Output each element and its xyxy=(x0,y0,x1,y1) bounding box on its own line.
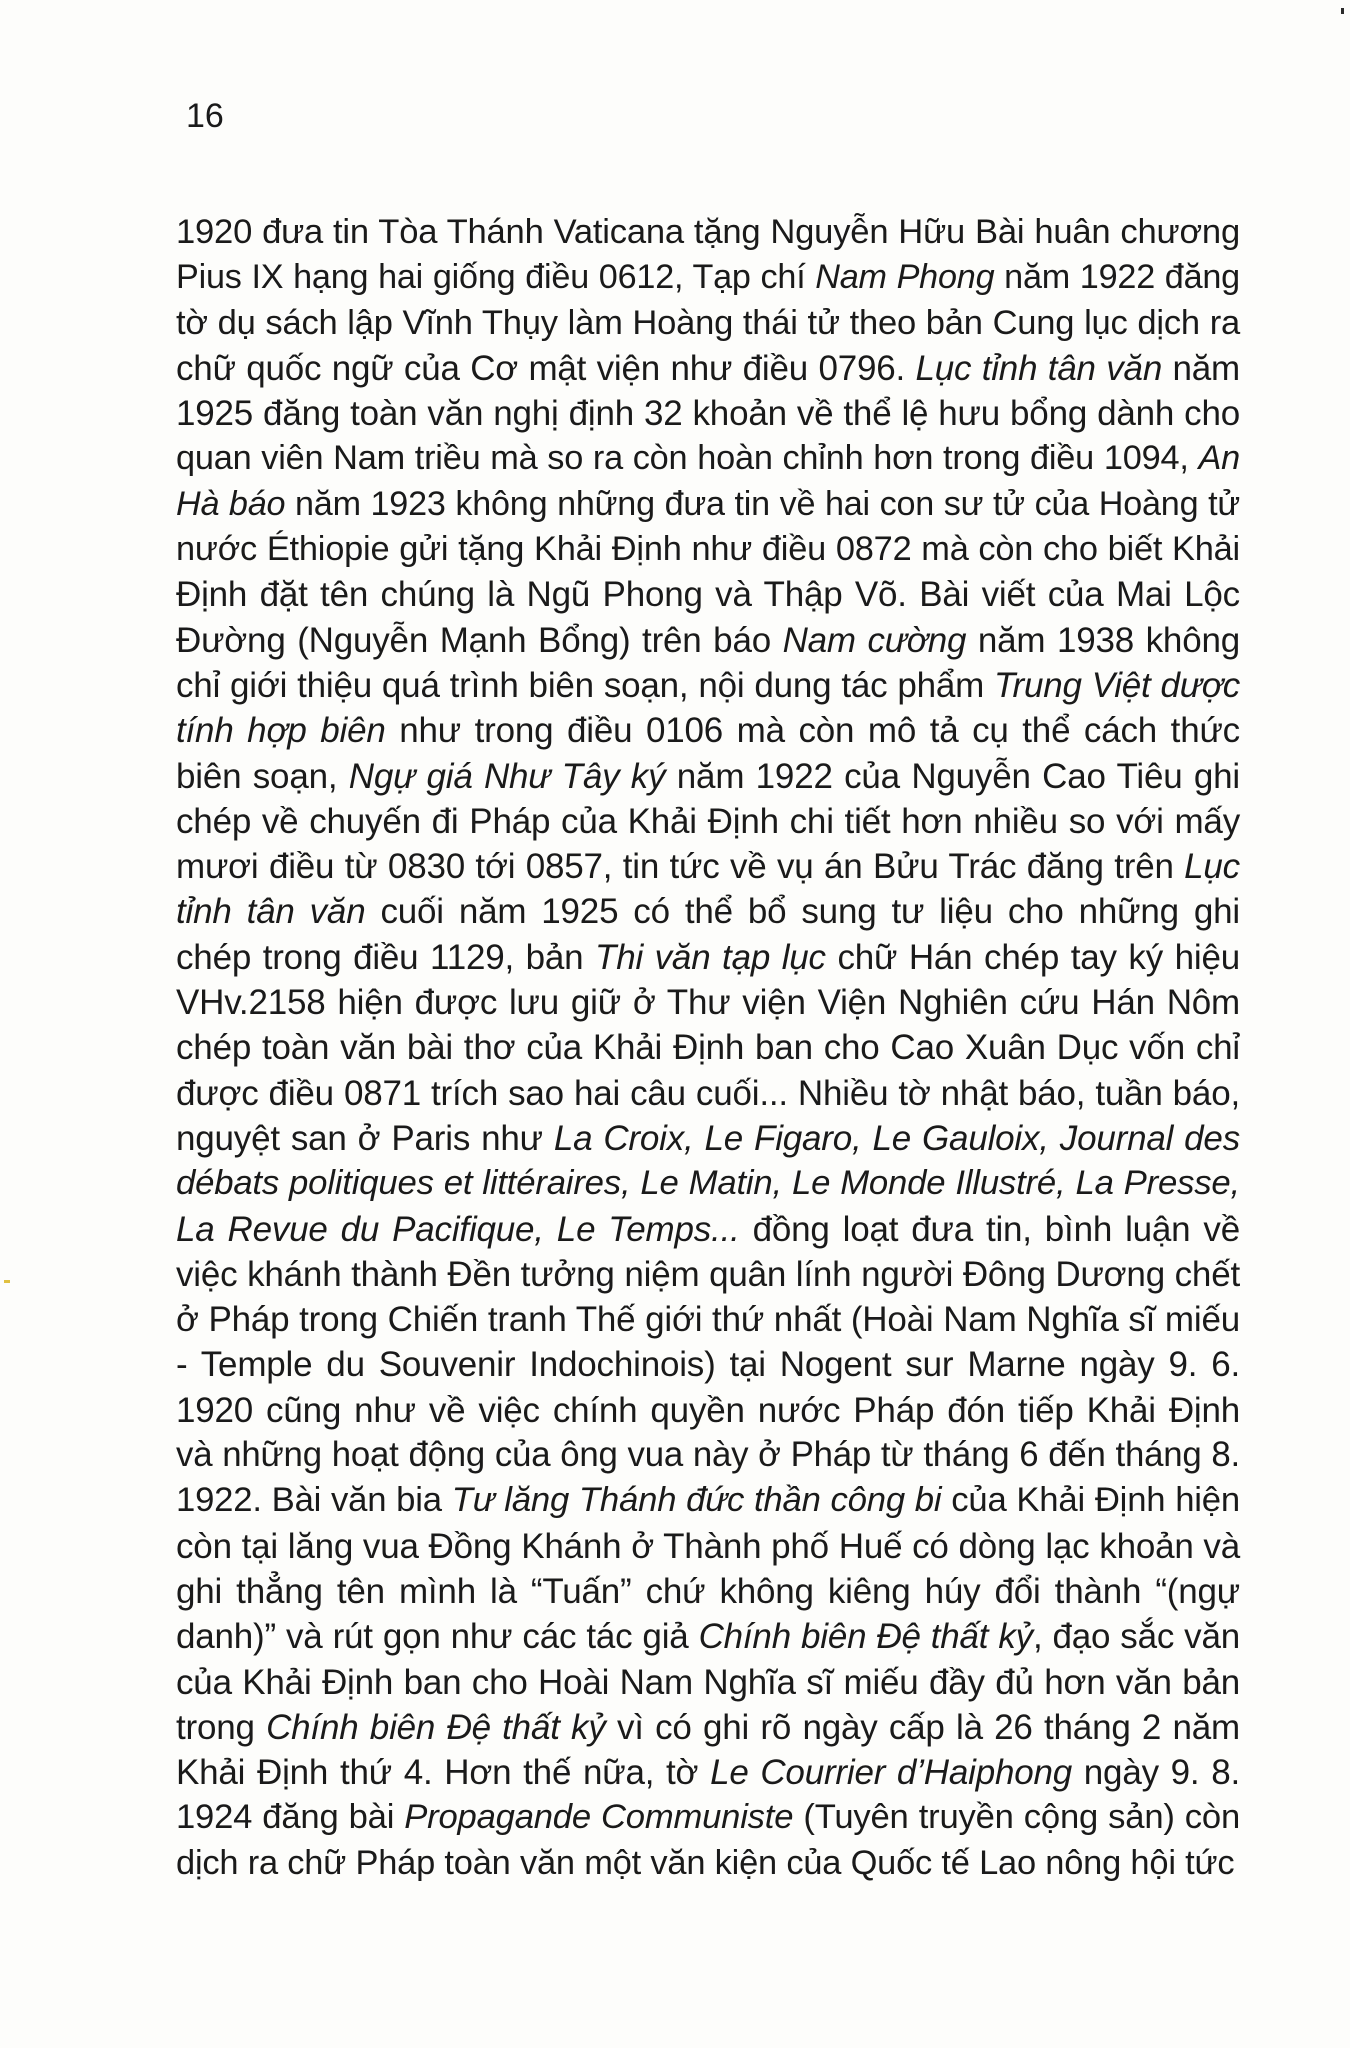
text-run: Khải Định thứ 4. Hơn thế nữa, tờ xyxy=(176,1753,711,1793)
text-run: biên soạn, xyxy=(176,756,349,796)
text-line xyxy=(176,1795,1240,1840)
text-line xyxy=(176,482,1240,527)
italic-title-text: Lục tỉnh tân văn xyxy=(915,348,1163,388)
text-run: như trong điều 0106 mà còn mô tả cụ thể cách thức xyxy=(385,711,1240,751)
text-line xyxy=(176,1342,1240,1387)
italic-title-text: La Croix, Le Figaro, Le Gauloix, Journal des xyxy=(553,1118,1240,1158)
text-line xyxy=(176,1614,1240,1659)
text-run: 1924 đăng bài xyxy=(176,1798,405,1837)
italic-title-text: Tư lăng Thánh đức thần công bi xyxy=(451,1481,942,1520)
text-line xyxy=(176,255,1240,300)
text-line xyxy=(176,1025,1240,1070)
text-run: còn tại lăng vua Đồng Khánh ở Thành phố Huế có dòng lạc khoản và xyxy=(176,1526,1240,1566)
text-run: năm 1938 không xyxy=(966,620,1240,660)
text-line xyxy=(176,210,1240,255)
italic-title-text: Trung Việt dược xyxy=(993,665,1240,705)
text-run: danh)” và rút gọn như các tác giả xyxy=(176,1617,699,1657)
text-line xyxy=(176,663,1240,708)
text-line xyxy=(176,618,1240,663)
text-line xyxy=(176,799,1240,844)
text-run: việc khánh thành Đền tưởng niệm quân lính người Đông Dương chết xyxy=(176,1254,1240,1294)
page-number: 16 xyxy=(186,97,224,135)
text-line xyxy=(176,1569,1240,1614)
text-run: Đường (Nguyễn Mạnh Bổng) trên báo xyxy=(176,620,783,660)
text-run: chép toàn văn bài thơ của Khải Định ban cho Cao Xuân Dục vốn chỉ xyxy=(176,1028,1240,1068)
text-run: - Temple du Souvenir Indochinois) tại Nogent sur Marne ngày 9. 6. xyxy=(176,1345,1240,1385)
text-line xyxy=(176,1252,1240,1297)
text-run: tờ dụ sách lập Vĩnh Thụy làm Hoàng thái tử theo bản Cung lục dịch ra xyxy=(176,303,1240,342)
text-line xyxy=(176,889,1240,934)
text-run: 1925 đăng toàn văn nghị định 32 khoản về thể lệ hưu bổng dành cho xyxy=(176,394,1240,434)
text-run: nước Éthiopie gửi tặng Khải Định như điều 0872 mà còn cho biết Khải xyxy=(176,530,1240,569)
text-run: năm 1923 không những đưa tin về hai con sư tử của Hoàng tử xyxy=(285,484,1241,523)
text-run: dịch ra chữ Pháp toàn văn một văn kiện của Quốc tế Lao nông hội tức xyxy=(176,1843,1235,1882)
text-run: VHv.2158 hiện được lưu giữ ở Thư viện Viện Nghiên cứu Hán Nôm xyxy=(176,983,1240,1023)
text-line xyxy=(176,1388,1240,1433)
italic-title-text: Lục xyxy=(1184,847,1240,887)
text-run: năm xyxy=(1162,348,1241,388)
text-run: ghi thẳng tên mình là “Tuấn” chứ không kiêng húy đổi thành “(ngự xyxy=(176,1571,1240,1611)
text-line xyxy=(176,1750,1240,1795)
text-run: chữ quốc ngữ của Cơ mật viện như điều 0796. xyxy=(176,348,916,388)
text-line xyxy=(176,1116,1240,1161)
text-line xyxy=(176,980,1240,1025)
text-line xyxy=(176,1705,1240,1750)
body-paragraph xyxy=(176,210,1240,1886)
text-line xyxy=(176,844,1240,889)
scan-mark xyxy=(1341,8,1344,14)
italic-title-text: tính hợp biên xyxy=(176,711,386,751)
text-line xyxy=(176,436,1240,481)
text-line xyxy=(176,935,1240,980)
text-run: năm 1922 đăng xyxy=(994,258,1240,297)
text-line xyxy=(176,708,1240,753)
text-line xyxy=(176,1660,1240,1705)
text-line xyxy=(176,1071,1240,1116)
text-line xyxy=(176,754,1240,799)
text-run: cuối năm 1925 có thể bổ sung tư liệu cho những ghi xyxy=(365,892,1240,932)
italic-title-text: Ngự giá Như Tây ký xyxy=(348,756,666,796)
text-run: chỉ giới thiệu quá trình biên soạn, nội dung tác phẩm xyxy=(176,665,994,705)
italic-title-text: Propagande Communiste xyxy=(404,1798,794,1837)
text-run: nguyệt san ở Paris như xyxy=(176,1118,554,1158)
text-run: Định đặt tên chúng là Ngũ Phong và Thập Võ. Bài viết của Mai Lộc xyxy=(176,575,1240,615)
italic-title-text: Le Courrier d’Haiphong xyxy=(710,1753,1073,1793)
text-line xyxy=(176,1524,1240,1569)
text-run: (Tuyên truyền cộng sản) còn xyxy=(793,1798,1241,1837)
text-line xyxy=(176,1207,1240,1252)
text-run: trong xyxy=(176,1707,267,1747)
text-run: đồng loạt đưa tin, bình luận về xyxy=(739,1209,1240,1249)
italic-title-text: débats politiques et littéraires, Le Matin, Le Monde Illustré, La Presse, xyxy=(176,1164,1240,1203)
text-line xyxy=(176,1841,1240,1886)
text-line xyxy=(176,527,1240,572)
italic-title-text: tỉnh tân văn xyxy=(176,892,366,932)
text-run: 1920 cũng như về việc chính quyền nước Pháp đón tiếp Khải Định xyxy=(176,1390,1240,1430)
text-line xyxy=(176,301,1240,346)
text-run: chữ Hán chép tay ký hiệu xyxy=(825,937,1240,977)
text-run: ở Pháp trong Chiến tranh Thế giới thứ nhất (Hoài Nam Nghĩa sĩ miếu xyxy=(176,1300,1240,1340)
text-run: vì có ghi rõ ngày cấp là 26 tháng 2 năm xyxy=(605,1707,1240,1747)
margin-highlight-mark xyxy=(4,1280,10,1283)
text-line xyxy=(176,1478,1240,1523)
text-run: và những hoạt động của ông vua này ở Pháp từ tháng 6 đến tháng 8. xyxy=(176,1436,1240,1475)
italic-title-text: Nam cường xyxy=(782,620,967,660)
italic-title-text: An xyxy=(1198,439,1240,478)
text-line xyxy=(176,572,1240,617)
text-run: chép về chuyến đi Pháp của Khải Định chi tiết hơn nhiều so với mấy xyxy=(176,801,1240,841)
italic-title-text: Chính biên Đệ thất kỷ xyxy=(266,1707,606,1747)
text-run: năm 1922 của Nguyễn Cao Tiêu ghi xyxy=(665,756,1240,796)
text-run: được điều 0871 trích sao hai câu cuối... Nhiều tờ nhật báo, tuần báo, xyxy=(176,1073,1240,1113)
italic-title-text: Hà báo xyxy=(176,484,286,523)
italic-title-text: Chính biên Đệ thất kỷ xyxy=(698,1617,1033,1657)
text-run: , đạo sắc văn xyxy=(1032,1617,1241,1657)
text-run: 1920 đưa tin Tòa Thánh Vaticana tặng Nguyễn Hữu Bài huân chương xyxy=(176,213,1240,251)
text-run: quan viên Nam triều mà so ra còn hoàn chỉnh hơn trong điều 1094, xyxy=(176,439,1199,478)
text-run: 1922. Bài văn bia xyxy=(176,1481,452,1520)
text-line xyxy=(176,1161,1240,1206)
text-line xyxy=(176,346,1240,391)
text-run: của Khải Định ban cho Hoài Nam Nghĩa sĩ miếu đầy đủ hơn văn bản xyxy=(176,1662,1240,1702)
text-run: ngày 9. 8. xyxy=(1072,1753,1240,1793)
text-run: chép trong điều 1129, bản xyxy=(176,937,596,977)
text-line xyxy=(176,1433,1240,1478)
text-run: của Khải Định hiện xyxy=(941,1481,1240,1520)
text-line xyxy=(176,1297,1240,1342)
italic-title-text: Nam Phong xyxy=(815,258,995,297)
text-line xyxy=(176,391,1240,436)
text-run: mươi điều từ 0830 tới 0857, tin tức về vụ án Bửu Trác đăng trên xyxy=(176,847,1185,887)
italic-title-text: Thi văn tạp lục xyxy=(595,937,826,977)
text-run: Pius IX hạng hai giống điều 0612, Tạp chí xyxy=(176,258,816,297)
italic-title-text: La Revue du Pacifique, Le Temps... xyxy=(176,1209,740,1249)
